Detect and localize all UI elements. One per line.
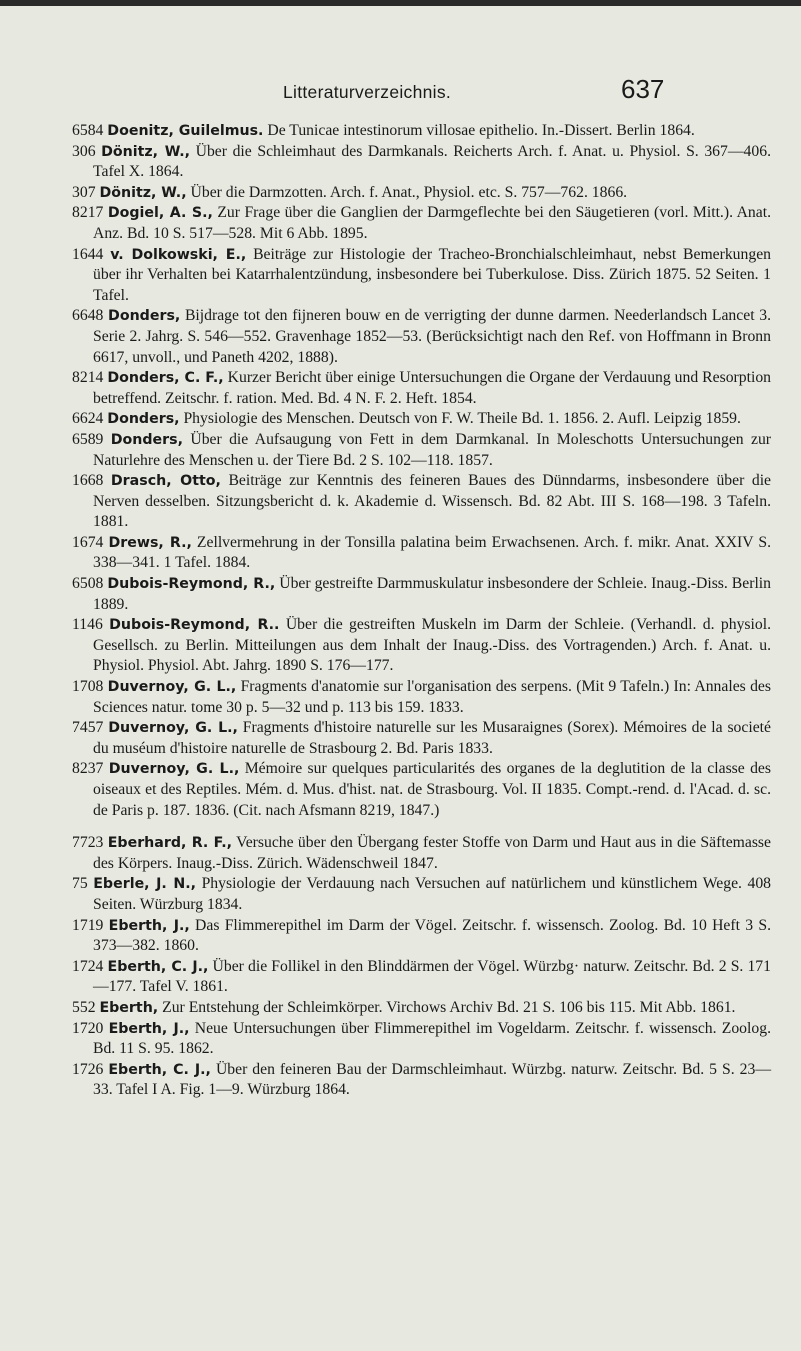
bibliography-entry xyxy=(0,759,801,821)
entry-number: 1146 xyxy=(72,616,103,634)
entry-citation: Versuche über den Übergang fester Stoffe von Darm und Haut aus in die Säftemasse des Körpers. Inaug.-Diss. Zürich. Wädenschweil 1847. xyxy=(93,834,772,872)
bibliography-entry xyxy=(0,874,801,915)
entry-citation: Zur Entstehung der Schleimkörper. Virchows Archiv Bd. 21 S. 106 bis 115. Mit Abb. 1861. xyxy=(162,998,736,1016)
entry-number: 8217 xyxy=(72,204,104,222)
entry-citation: Über die Darmzotten. Arch. f. Anat., Physiol. etc. S. 757—762. 1866. xyxy=(190,183,628,201)
entry-number: 1724 xyxy=(72,957,104,975)
bibliography-entry xyxy=(0,203,801,244)
entry-citation: Über die gestreiften Muskeln im Darm der Schleie. (Verhandl. d. physiol. Gesellsch. zu Berlin. Mitteilungen aus dem Inhalt der Inaug.-Diss. des Vortragenden.) Arch. f. Anat. u. Physiol. Physiol. Abt. Jahrg. 1890 S. 176—177. xyxy=(93,616,772,675)
entry-number: 1644 xyxy=(72,245,104,263)
entry-author: Dogiel, A. S., xyxy=(107,205,213,222)
entry-author: Duvernoy, G. L., xyxy=(108,761,240,778)
entry-number: 1719 xyxy=(72,916,104,934)
bibliography-entry xyxy=(0,1060,801,1101)
bibliography-entry xyxy=(0,833,801,874)
entry-number: 1708 xyxy=(72,678,104,696)
entry-number: 306 xyxy=(72,142,96,160)
entry-author: Drews, R., xyxy=(108,534,192,551)
bibliography-entry xyxy=(0,1019,801,1060)
entry-author: Eberth, J., xyxy=(108,1020,190,1037)
entry-author: Doenitz, Guilelmus. xyxy=(107,123,264,139)
bibliography-entry xyxy=(0,306,801,368)
entry-author: Donders, C. F., xyxy=(107,370,224,387)
top-border xyxy=(0,0,801,6)
entry-author: Eberhard, R. F., xyxy=(107,835,233,852)
entry-citation: Beiträge zur Kenntnis des feineren Baues des Dünndarms, insbesondere über die Nerven desselben. Sitzungsbericht d. k. Akademie d. Wissensch. Bd. 82 Abt. III S. 168—198. 3 Tafeln. 1881. xyxy=(93,472,772,531)
entry-author: Donders, xyxy=(107,411,180,428)
entry-citation: Beiträge zur Histologie der Tracheo-Bronchialschleimhaut, nebst Bemerkungen über ihr Verhalten bei Katarrhalentzündung, insbesondere bei Tuberkulose. Diss. Zürich 1875. 52 Seiten. 1 Tafel. xyxy=(93,245,772,304)
entry-citation: Über gestreifte Darmmuskulatur insbesondere der Schleie. Inaug.-Diss. Berlin 1889. xyxy=(93,575,772,613)
bibliography-entry xyxy=(0,615,801,677)
entry-number: 6584 xyxy=(72,122,104,139)
entry-citation: Physiologie der Verdauung nach Versuchen auf natürlichem und künstlichem Wege. 408 Seiten. Würzburg 1834. xyxy=(93,875,772,913)
entry-citation: Physiologie des Menschen. Deutsch von F. W. Theile Bd. 1. 1856. 2. Aufl. Leipzig 1859. xyxy=(183,410,741,428)
bibliography-entry xyxy=(0,183,801,204)
entry-number: 7723 xyxy=(72,834,104,852)
entry-number: 1726 xyxy=(72,1060,104,1078)
bibliography-entry xyxy=(0,957,801,998)
entry-author: Donders, xyxy=(108,308,181,325)
entry-citation: Kurzer Bericht über einige Untersuchungen die Organe der Verdauung und Resorption betreffend. Zeitschr. f. ration. Med. Bd. 4 N. F. 2. Heft. 1854. xyxy=(93,369,772,407)
entry-citation: De Tunicae intestinorum villosae epithelio. In.-Dissert. Berlin 1864. xyxy=(267,122,695,139)
bibliography-entry xyxy=(0,409,801,430)
bibliography-entry xyxy=(0,718,801,759)
entry-citation: Fragments d'histoire naturelle sur les Musaraignes (Sorex). Mémoires de la societé du muséum d'histoire naturelle de Strasbourg 2. Bd. Paris 1833. xyxy=(93,719,771,757)
entry-author: Drasch, Otto, xyxy=(110,473,221,490)
entry-author: Eberth, xyxy=(99,999,159,1016)
entry-author: Dubois-Reymond, R.. xyxy=(109,617,280,634)
entry-citation: Über die Follikel in den Blinddärmen der Vögel. Würzbg· naturw. Zeitschr. Bd. 2 S. 171—177. Tafel V. 1861. xyxy=(93,957,771,996)
page-header xyxy=(0,68,801,108)
bibliography-entry xyxy=(0,916,801,957)
entry-number: 75 xyxy=(72,875,88,893)
entry-citation: Zur Frage über die Ganglien der Darmgeflechte bei den Säugetieren (vorl. Mitt.). Anat. Anz. Bd. 10 S. 517—528. Mit 6 Abb. 1895. xyxy=(93,204,772,242)
entry-citation: Bijdrage tot den fijneren bouw en de verrigting der dunne darmen. Neederlandsch Lancet 3. Serie 2. Jahrg. S. 546—552. Gravenhage 1852—53. (Berücksichtigt nach den Ref. von Hoffmann in Bronn 6617, unvoll., und Paneth 4202, 1888). xyxy=(93,307,771,366)
entry-number: 1674 xyxy=(72,533,104,551)
entry-author: Eberth, C. J., xyxy=(107,958,209,975)
entry-number: 307 xyxy=(72,183,96,201)
entry-number: 1668 xyxy=(72,472,104,490)
section-gap xyxy=(0,821,801,833)
entry-citation: Über die Aufsaugung von Fett in dem Darmkanal. In Moleschotts Untersuchungen zur Naturlehre des Menschen u. der Tiere Bd. 2 S. 102—118. 1857. xyxy=(93,430,772,469)
entry-author: Dubois-Reymond, R., xyxy=(107,576,276,593)
entry-number: 552 xyxy=(72,998,96,1016)
entry-citation: Zellvermehrung in der Tonsilla palatina beim Erwachsenen. Arch. f. mikr. Anat. XXIV S. 338—341. 1 Tafel. 1884. xyxy=(93,533,772,572)
bibliography-entry xyxy=(0,998,801,1019)
entry-author: Dönitz, W., xyxy=(99,184,187,201)
entry-author: Donders, xyxy=(110,431,183,448)
entry-citation: Fragments d'anatomie sur l'organisation des serpens. (Mit 9 Tafeln.) In: Annales des Sciences natur. tome 30 p. 5—32 und p. 113 bis 159. 1833. xyxy=(93,678,771,716)
entry-citation: Über die Schleimhaut des Darmkanals. Reicherts Arch. f. Anat. u. Physiol. S. 367—406. Tafel X. 1864. xyxy=(93,142,772,181)
entry-number: 1720 xyxy=(72,1019,104,1037)
entry-number: 8214 xyxy=(72,369,104,387)
entry-author: Eberth, J., xyxy=(108,917,190,934)
bibliography-entry xyxy=(0,533,801,574)
bibliography-entry xyxy=(0,142,801,183)
running-title: Litteraturverzeichnis. xyxy=(283,82,452,102)
bibliography-entry xyxy=(0,430,801,471)
entry-author: Eberle, J. N., xyxy=(93,876,197,893)
bibliography-list xyxy=(0,121,801,1101)
entry-citation: Das Flimmerepithel im Darm der Vögel. Zeitschr. f. wissensch. Zoolog. Bd. 10 Heft 3 S. 373—382. 1860. xyxy=(93,916,771,955)
entry-number: 6508 xyxy=(72,575,104,593)
entry-author: Dönitz, W., xyxy=(101,143,190,160)
entry-author: Duvernoy, G. L., xyxy=(107,679,237,696)
bibliography-entry xyxy=(0,574,801,615)
entry-author: Duvernoy, G. L., xyxy=(108,720,238,737)
entry-number: 8237 xyxy=(72,760,104,778)
entry-number: 6648 xyxy=(72,307,104,325)
bibliography-entry xyxy=(0,677,801,718)
entry-author: Eberth, C. J., xyxy=(108,1061,211,1078)
entry-number: 6589 xyxy=(72,430,104,448)
entry-number: 6624 xyxy=(72,410,104,428)
bibliography-entry xyxy=(0,368,801,409)
entry-citation: Mémoire sur quelques particularités des organes de la deglutition de la classe des oiseaux et des Reptiles. Mém. d. Mus. d'hist. nat. de Strasbourg. Vol. II 1835. Compt.-rend. d. l'Acad. d. sc. de Paris p. 187. 1836. (Cit. nach Afsmann 8219, 1847.) xyxy=(93,760,771,819)
entry-number: 7457 xyxy=(72,719,104,737)
entry-citation: Über den feineren Bau der Darmschleimhaut. Würzbg. naturw. Zeitschr. Bd. 5 S. 23—33. Tafel I A. Fig. 1—9. Würzburg 1864. xyxy=(93,1060,772,1099)
entry-author: v. Dolkowski, E., xyxy=(110,246,247,263)
entry-citation: Neue Untersuchungen über Flimmerepithel im Vogeldarm. Zeitschr. f. wissensch. Zoolog. Bd. 11 S. 95. 1862. xyxy=(93,1019,771,1058)
bibliography-entry xyxy=(0,121,801,142)
bibliography-entry xyxy=(0,245,801,307)
bibliography-entry xyxy=(0,471,801,533)
page-number: 637 xyxy=(621,74,665,104)
